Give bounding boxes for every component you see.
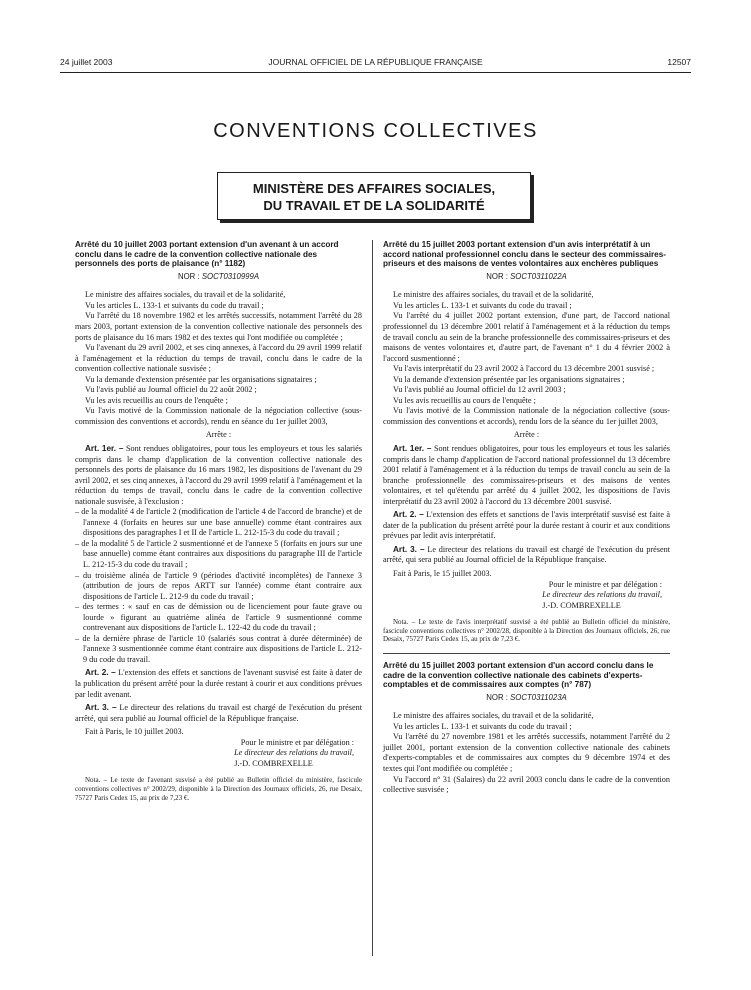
visa-paragraph: Le ministre des affaires sociales, du travail et de la solidarité, <box>393 711 594 721</box>
article-label: Art. 3. – <box>85 703 117 713</box>
visa-paragraph: Vu l'avis publié au Journal officiel du 12 avril 2003 ; <box>393 385 566 395</box>
article-label: Art. 2. – <box>393 510 424 520</box>
article-text: L'extension des effets et sanctions de l'avenant susvisé est faite à dater de la publication du présent arrêté pour la durée restant à courir et aux conditions prévues par ledit avenant. <box>75 668 363 699</box>
visa-paragraph: Vu les articles L. 133-1 et suivants du code du travail ; <box>393 721 572 731</box>
exclusion-item: – de la modalité 4 de l'article 2 (modification de l'article 4 de l'accord de branche) et de l'annexe 4 (forfaits en heures sur une base annuelle) comme étant contraires aux dispositions des paragraphes I et II de l'article L. 212-15-3 du code du travail ; <box>75 507 362 538</box>
visa-paragraph: Le ministre des affaires sociales, du travail et de la solidarité, <box>85 290 286 300</box>
article-1 <box>383 444 670 507</box>
article-text: L'extension des effets et sanctions de l'avis interprétatif susvisé est faite à dater de la publication du présent arrêté pour la durée restant à courir et aux conditions prévues par ledit avis interprétatif. <box>383 510 670 541</box>
nor-reference <box>383 693 670 704</box>
signature-name: J.-D. COMBREXELLE <box>234 758 313 768</box>
left-column <box>75 240 362 802</box>
nor-code: SOCT0311023A <box>510 692 567 702</box>
article-text: Sont rendues obligatoires, pour tous les employeurs et tous les salariés compris dans le champ d'application de l'accord national professionnel du 13 décembre 2001 relatif à l'aménagement et à la réduction du temps de travail conclu au sein de la branche professionnelle des commissaires-priseurs et des maisons de ventes volontaires, et tel qu'étendu par arrêté du 4 juillet 2002, les dispositions de l'avis interprétatif du 23 avril 2002 à l'accord du 13 décembre 2001 susvisé. <box>383 443 670 506</box>
done-at: Fait à Paris, le 15 juillet 2003. <box>393 569 492 578</box>
visa-paragraph: Vu l'avis publié au Journal officiel du 22 août 2002 ; <box>85 385 257 395</box>
decree-title: Arrêté du 15 juillet 2003 portant extension d'un accord conclu dans le cadre de la convention collective nationale des cabinets d'experts-comptables et de commissaires aux comptes (n° 787) <box>383 660 654 690</box>
arrete-heading: Arrête : <box>205 430 232 440</box>
signature-role: Le directeur des relations du travail, <box>234 748 354 758</box>
signature-delegation: Pour le ministre et par délégation : <box>548 579 662 589</box>
visa-paragraph: Vu les avis recueillis au cours de l'enquête ; <box>393 395 536 405</box>
article-label: Art. 1er. – <box>393 443 432 453</box>
header-rule <box>60 72 691 73</box>
article-2 <box>75 668 362 700</box>
signature-title <box>383 590 670 601</box>
article-text: Le directeur des relations du travail est chargé de l'exécution du présent arrêté, qui sera publié au Journal officiel de la République française. <box>75 703 362 723</box>
ministry-box <box>217 172 531 220</box>
nor-reference <box>383 272 670 283</box>
nota-note: Nota. – Le texte de l'avenant susvisé a été publié au Bulletin officiel du ministère, fascicule conventions collectives n° 2002/29, disponible à la Direction des Journaux officiels, 26, rue Desaix, 75727 Paris Cedex 15, au prix de 7,23 €. <box>75 776 362 802</box>
arrete-heading: Arrête : <box>513 430 540 440</box>
article-label: Art. 3. – <box>393 544 425 554</box>
signature-name: J.-D. COMBREXELLE <box>542 600 621 610</box>
visa-paragraph: Vu l'avis motivé de la Commission nationale de la négociation collective (sous-commission des conventions et accords), rendu lors de la séance du 1er juillet 2003, <box>383 406 670 426</box>
exclusion-item: – de la dernière phrase de l'article 10 (salariés sous contrat à durée déterminée) de l'annexe 3 susmentionnée comme étant contraire aux dispositions de l'article L. 212-9 du code du travail. <box>75 633 362 664</box>
decree-title: Arrêté du 10 juillet 2003 portant extension d'un avenant à un accord conclu dans le cadre de la convention collective nationale des personnels des ports de plaisance (n° 1182) <box>75 240 339 269</box>
signature-delegation: Pour le ministre et par délégation : <box>240 737 354 747</box>
visa-paragraph: Vu la demande d'extension présentée par les organisations signataires ; <box>85 374 317 384</box>
nota-note: Nota. – Le texte de l'avis interprétatif susvisé a été publié au Bulletin officiel du ministère, fascicule conventions collectives n° 2002/28, disponible à la Direction des Journaux officiels, 26, rue Desaix, 75727 Paris Cedex 15, au prix de 7,23 €. <box>383 618 670 644</box>
article-label: Art. 1er. – <box>85 443 124 453</box>
exclusion-item: – de la modalité 5 de l'article 2 susmentionné et de l'annexe 5 (forfaits en jours sur une base annuelle) comme étant contraires aux dispositions du paragraphe III de l'article L. 212-15-3 du code du travail ; <box>75 538 362 569</box>
article-1 <box>75 444 362 507</box>
nor-reference <box>75 272 362 283</box>
exclusion-item: – du troisième alinéa de l'article 9 (périodes d'activité incomplètes) de l'annexe 3 (attribution de jours de repos ARTT sur l'année) comme étant contraire aux dispositions de l'article L. 212-9 du code du travail ; <box>75 570 362 601</box>
visa-paragraph: Le ministre des affaires sociales, du travail et de la solidarité, <box>393 290 594 300</box>
nor-label: NOR : <box>486 692 508 702</box>
nor-label: NOR : <box>177 271 200 281</box>
nor-code: SOCT0311022A <box>510 271 567 281</box>
done-at: Fait à Paris, le 10 juillet 2003. <box>85 727 184 737</box>
visa-paragraph: Vu l'accord n° 31 (Salaires) du 22 avril 2003 conclu dans le cadre de la convention collective susvisée ; <box>383 774 670 795</box>
decree-title: Arrêté du 15 juillet 2003 portant extension d'un avis interprétatif à un accord national professionnel conclu dans le secteur des commissaires-priseurs et des maisons de ventes volontaires aux enchères publiques <box>383 240 667 269</box>
section-separator <box>383 653 670 654</box>
header-journal-name: JOURNAL OFFICIEL DE LA RÉPUBLIQUE FRANÇAISE <box>268 57 483 67</box>
ministry-line-2: DU TRAVAIL ET DE LA SOLIDARITÉ <box>263 198 485 213</box>
article-label: Art. 2. – <box>85 668 116 678</box>
nor-label: NOR : <box>486 271 508 281</box>
article-text: Le directeur des relations du travail est chargé de l'exécution du présent arrêté, qui sera publié au Journal officiel de la République française. <box>383 544 670 565</box>
visa-paragraph: Vu la demande d'extension présentée par les organisations signataires ; <box>393 374 625 384</box>
signature-role: Le directeur des relations du travail, <box>542 590 662 600</box>
visa-paragraph: Vu les avis recueillis au cours de l'enquête ; <box>85 395 228 405</box>
right-column <box>383 240 670 796</box>
visa-paragraph: Vu l'arrêté du 4 juillet 2002 portant extension, d'une part, de l'accord national professionnel du 13 décembre 2001 relatif à l'aménagement et à la réduction du temps de travail conclu au sein de la branche professionnelle des commissaires-priseurs et des maisons de ventes volontaires et, d'autre part, de l'avenant n° 1 du 4 février 2002 à l'accord susmentionné ; <box>383 311 670 363</box>
exclusion-item: – des termes : « sauf en cas de démission ou de licenciement pour faute grave ou lourde » figurant au quatrième alinéa de l'article 9 susmentionné comme contrevenant aux dispositions de l'article L. 122-42 du code du travail ; <box>75 602 362 633</box>
visa-paragraph: Vu les articles L. 133-1 et suivants du code du travail ; <box>85 300 264 310</box>
visa-paragraph: Vu les articles L. 133-1 et suivants du code du travail ; <box>393 300 572 310</box>
column-divider <box>372 240 373 956</box>
visa-paragraph: Vu l'arrêté du 18 novembre 1982 et les arrêtés successifs, notamment l'arrêté du 28 mars 2003, portant extension de la convention collective nationale des personnels des ports de plaisance du 16 mars 1982 et des textes qui l'ont modifiée ou complétée ; <box>75 311 362 342</box>
article-3 <box>75 703 362 724</box>
ministry-line-1: MINISTÈRE DES AFFAIRES SOCIALES, <box>252 181 496 196</box>
visa-paragraph: Vu l'avenant du 29 avril 2002, et ses cinq annexes, à l'accord du 29 avril 1999 relatif à l'aménagement et la réduction du temps de travail, conclu dans le cadre de la convention collective nationale susvisée ; <box>75 343 362 374</box>
signature-title <box>75 748 362 759</box>
visa-paragraph: Vu l'arrêté du 27 novembre 1981 et les arrêtés successifs, notamment l'arrêté du 2 juillet 2001, portant extension de la convention collective nationale des cabinets d'experts-comptables et de commissaires aux comptes du 9 décembre 1974 et des textes qui l'ont modifiée ou complétée ; <box>383 732 670 774</box>
page-title: CONVENTIONS COLLECTIVES <box>213 120 538 142</box>
article-2 <box>383 510 670 542</box>
visa-paragraph: Vu l'avis motivé de la Commission nationale de la négociation collective (sous-commission des conventions et accords), rendu en séance du 1er juillet 2003, <box>75 406 362 426</box>
visa-paragraph: Vu l'avis interprétatif du 23 avril 2002 à l'accord du 13 décembre 2001 susvisé ; <box>393 364 655 374</box>
header-date: 24 juillet 2003 <box>60 57 113 67</box>
header-page-number: 12507 <box>667 57 691 67</box>
article-text: Sont rendues obligatoires, pour tous les employeurs et tous les salariés compris dans le champ d'application de la convention collective nationale des personnels des ports de plaisance du 16 mars 1982, les dispositions de l'avenant du 29 avril 2002, et ses cinq annexes, à l'accord du 29 avril 1999 relatif à l'aménagement et la réduction du temps de travail, conclu dans le cadre de la convention collective nationale susvisée, à l'exclusion : <box>75 443 362 506</box>
article-3 <box>383 545 670 566</box>
nor-code: SOCT0310999A <box>201 271 260 281</box>
